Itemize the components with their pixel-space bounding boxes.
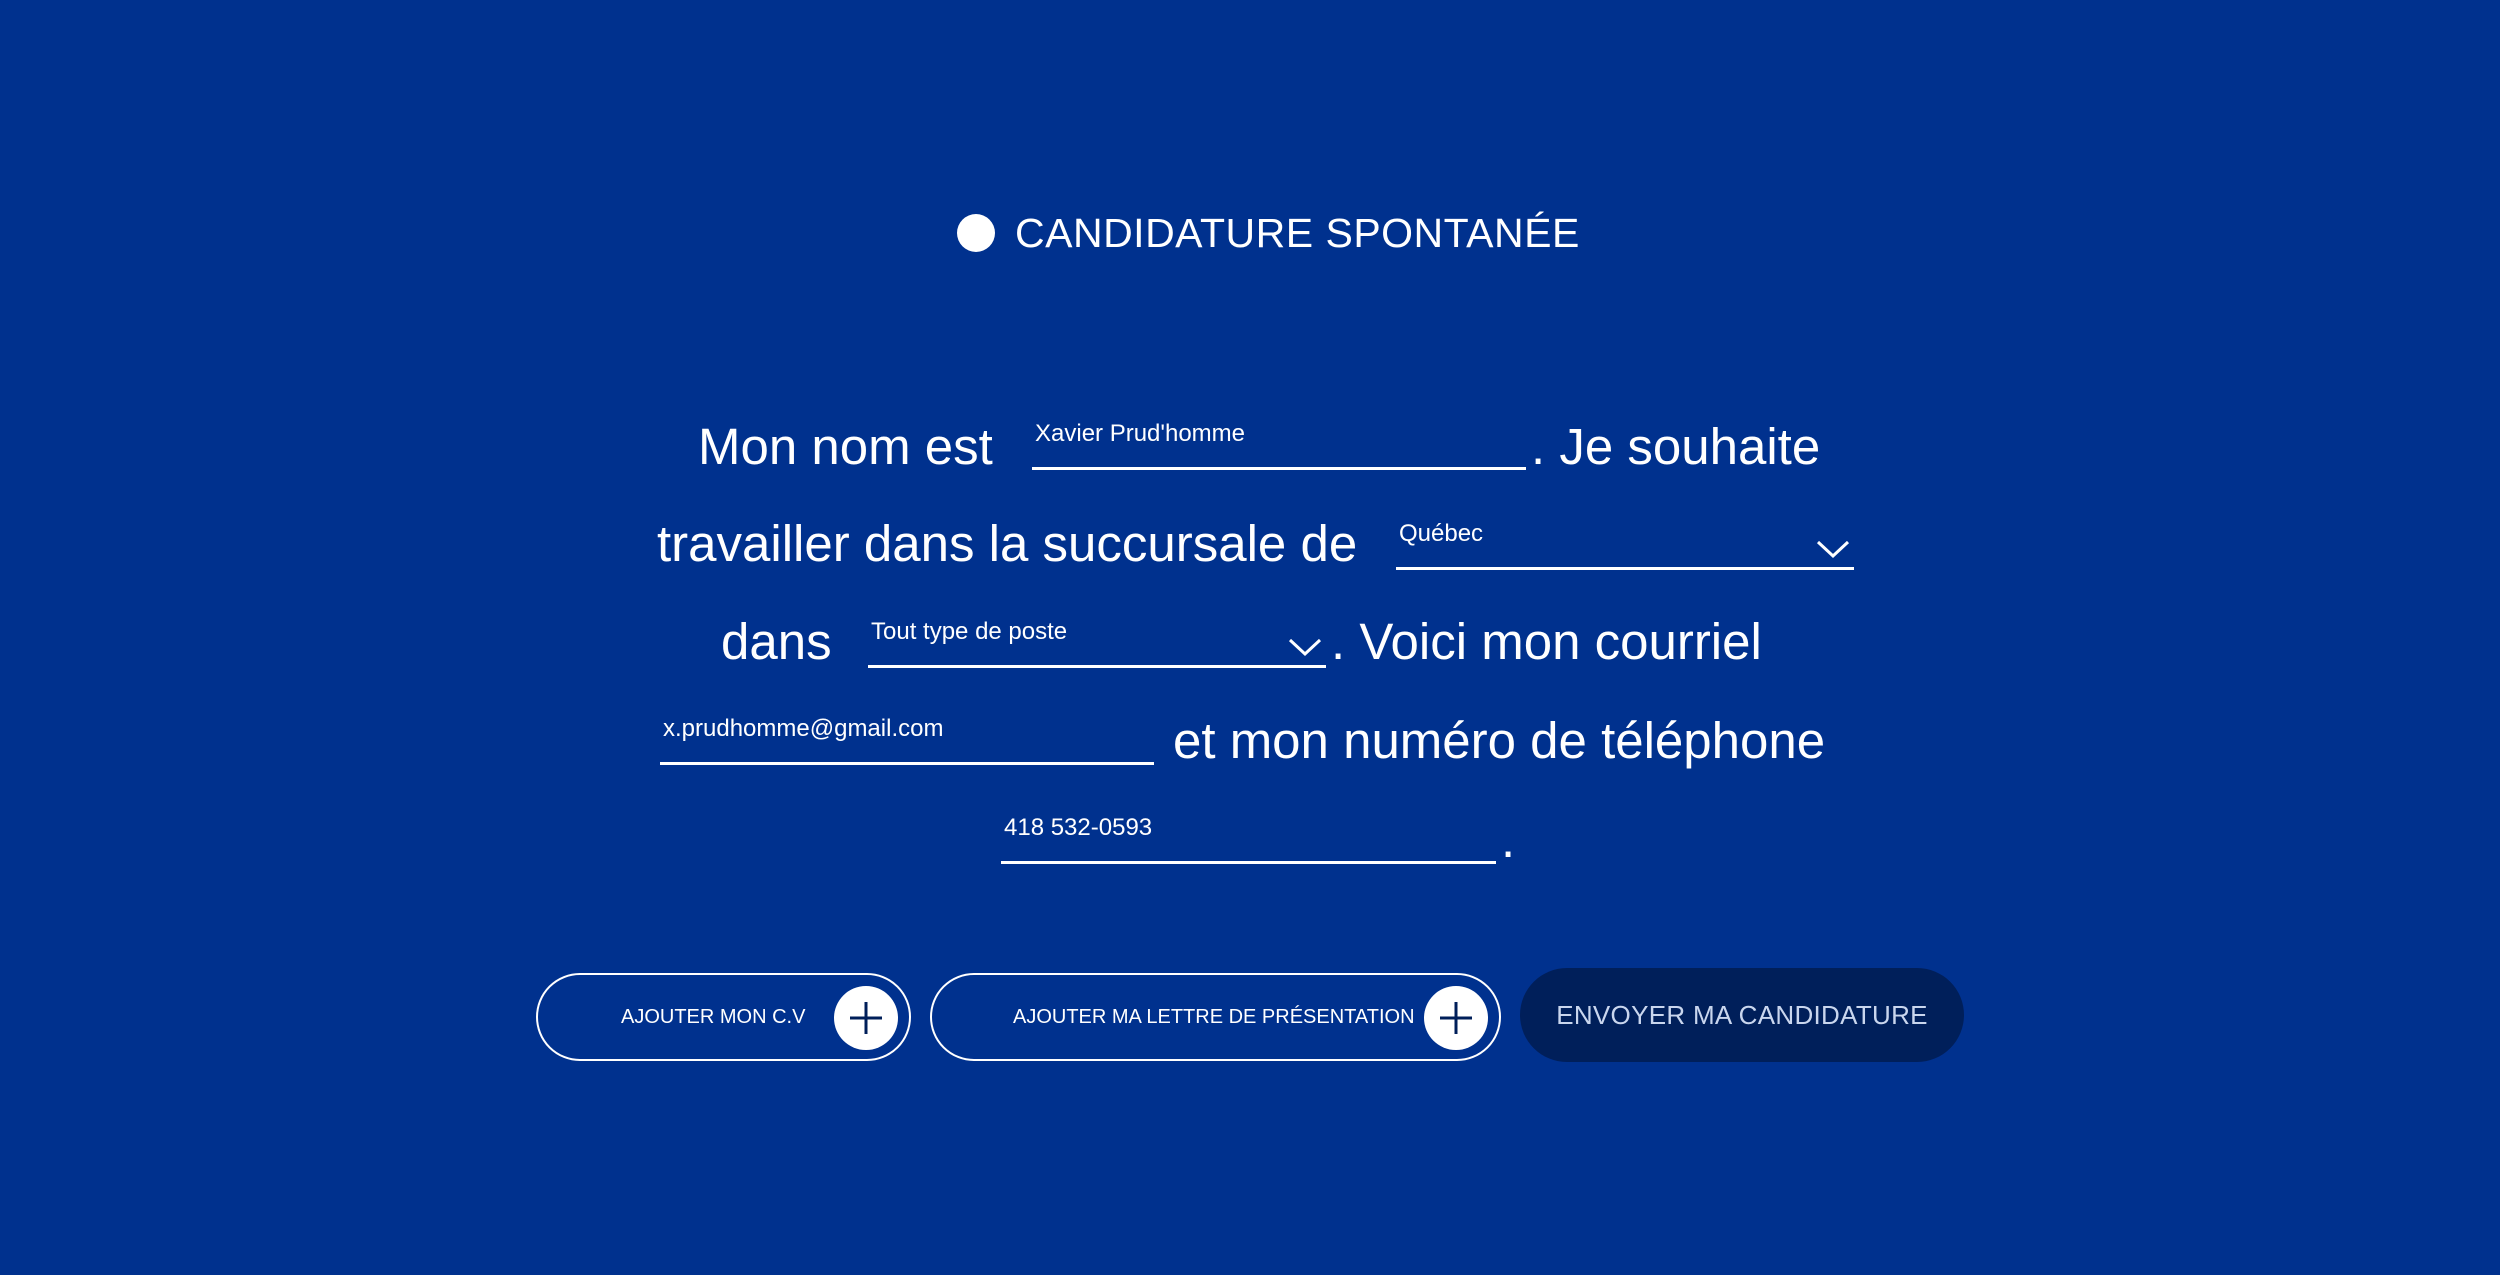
name-input-value: Xavier Prud'homme (1035, 420, 1245, 447)
phone-input-value: 418 532-0593 (1004, 814, 1153, 841)
name-input[interactable] (1032, 410, 1526, 470)
chevron-down-icon (1816, 539, 1850, 559)
form-title-text: CANDIDATURE SPONTANÉE (1015, 210, 1580, 256)
sentence-part-2: . Je souhaite (1531, 418, 1821, 475)
branch-select-value: Québec (1399, 520, 1484, 547)
add-cv-label: AJOUTER MON C.V (621, 1006, 806, 1028)
position-select-value: Tout type de poste (871, 618, 1068, 645)
sentence-part-1: Mon nom est (698, 418, 993, 475)
plus-icon (834, 986, 898, 1050)
sentence-part-6: et mon numéro de téléphone (1173, 712, 1826, 769)
email-input[interactable] (660, 705, 1154, 765)
form-title (957, 205, 1580, 261)
add-cv-button[interactable] (536, 973, 911, 1061)
position-select[interactable] (868, 608, 1326, 668)
branch-select[interactable] (1396, 510, 1854, 570)
submit-application-button[interactable] (1520, 968, 1964, 1062)
add-cover-letter-label: AJOUTER MA LETTRE DE PRÉSENTATION (1013, 1006, 1415, 1028)
email-input-value: x.prudhomme@gmail.com (663, 715, 944, 742)
sentence-part-3: travailler dans la succursale de (657, 515, 1358, 572)
phone-input[interactable] (1001, 804, 1496, 864)
sentence-part-5: . Voici mon courriel (1331, 613, 1762, 670)
submit-application-label: ENVOYER MA CANDIDATURE (1556, 1000, 1928, 1030)
add-cover-letter-button[interactable] (930, 973, 1501, 1061)
sentence-part-7: . (1501, 811, 1516, 868)
circle-icon (957, 214, 995, 252)
plus-icon (1424, 986, 1488, 1050)
chevron-down-icon (1288, 637, 1322, 657)
sentence-part-4: dans (721, 613, 832, 670)
